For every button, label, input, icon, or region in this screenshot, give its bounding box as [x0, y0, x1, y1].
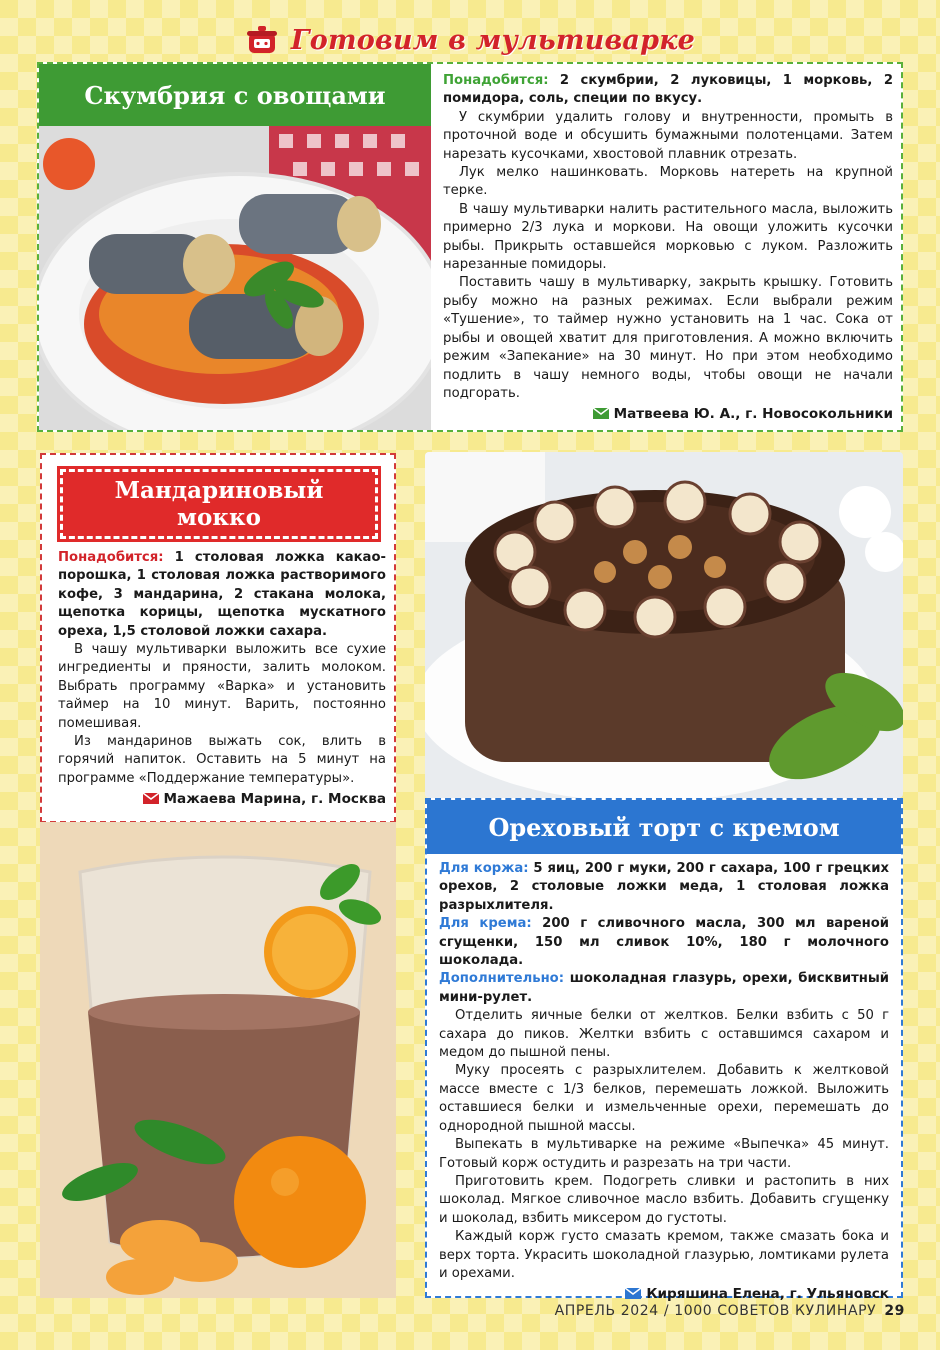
envelope-icon [593, 408, 609, 419]
step-4: Приготовить крем. Подогреть сливки и растопить в них шоколад. Мягкое сливочное масло взбить. Добавить сгущенку и шоколад, взбить миксером до густоты. [439, 1173, 889, 1226]
multicooker-icon [245, 24, 279, 56]
cake-photo [425, 452, 903, 798]
page-title: Готовим в мультиварке [290, 24, 696, 56]
author: Матвеева Ю. А., г. Новосокольники [443, 405, 893, 423]
step-1: Отделить яичные белки от желтков. Белки взбить с 50 г сахара до пиков. Желтки взбить с оставшимся сахаром и медом до пышной пены. [439, 1008, 889, 1061]
step-5: Каждый корж густо смазать кремом, также смазать бока и верх торта. Украсить шоколадной глазурью, ломтиками рулета и орехами. [439, 1229, 889, 1281]
magazine-issue: АПРЕЛЬ 2024 / 1000 СОВЕТОВ КУЛИНАРУ [554, 1303, 877, 1319]
ingredients-extra: Дополнительно: шоколадная глазурь, орехи, бисквитный мини-рулет. [439, 971, 889, 1005]
envelope-icon [625, 1288, 641, 1299]
recipe-mocha-text [58, 549, 386, 809]
recipe-cake-text [439, 860, 889, 1304]
author: Киряшина Елена, г. Ульяновск [439, 1285, 889, 1303]
step-4: Поставить чашу в мультиварку, закрыть крышку. Готовить рыбу можно на разных режимах. Если выбрали режим «Тушение», то таймер нужно установить на 1 час. Сока от рыбы и овощей хватит для приготовления. А можно включить режим «Запекание» на 30 минут. Но при этом необходимо подлить в чашу немного воды, чтобы овощи не начали подгорать. [443, 275, 893, 401]
recipe-cake-title: Ореховый торт с кремом [427, 800, 901, 854]
recipe-mackerel-text [443, 72, 893, 424]
mocha-photo [40, 822, 396, 1298]
recipe-mocha-panel [40, 453, 396, 823]
step-3: В чашу мультиварки налить растительного масла, выложить примерно 2/3 лука и моркови. На овощи уложить кусочки рыбы. Прикрыть оставшейся морковью с луком. Разложить нарезанные помидоры. [443, 201, 893, 273]
page-number: 29 [884, 1303, 905, 1319]
recipe-mackerel-panel [37, 62, 903, 432]
recipe-mocha-title: Мандариновый мокко [60, 469, 378, 539]
step-2: Из мандаринов выжать сок, влить в горячий напиток. Оставить на 5 минут на программе «Поддержание температуры». [58, 734, 386, 786]
ingredients-base: Для коржа: 5 яиц, 200 г муки, 200 г сахара, 100 г грецких орехов, 2 столовые ложки меда, 1 столовая ложка разрыхлителя. [439, 861, 889, 913]
page-header [0, 16, 940, 64]
recipe-cake-panel [425, 798, 903, 1303]
step-2: Лук мелко нашинковать. Морковь натереть на крупной терке. [443, 165, 893, 199]
recipe-mackerel-title: Скумбрия с овощами [39, 64, 431, 126]
step-3: Выпекать в мультиварке на режиме «Выпечка» 45 минут. Готовый корж остудить и разрезать на три части. [439, 1137, 889, 1171]
ingredients: Понадобится: 2 скумбрии, 2 луковицы, 1 морковь, 2 помидора, соль, специи по вкусу. [443, 73, 893, 107]
step-1: В чашу мультиварки выложить все сухие ингредиенты и пряности, залить молоком. Выбрать программу «Варка» и установить таймер на 10 минут. Варить, постоянно помешивая. [58, 642, 386, 731]
page-footer [0, 1303, 905, 1319]
envelope-icon [143, 793, 159, 804]
ingredients-cream: Для крема: 200 г сливочного масла, 300 мл вареной сгущенки, 150 мл сливок 10%, 180 г молочного шоколада. [439, 916, 890, 969]
step-1: У скумбрии удалить голову и внутренности, промыть в проточной воде и обсушить бумажными полотенцами. Затем нарезать кусочками, хвостовой плавник отрезать. [443, 109, 893, 162]
step-2: Муку просеять с разрыхлителем. Добавить к желтковой массе вместе с 1/3 белков, перемешать ложкой. Выложить оставшиеся белки и измельченные орехи, перемешать до однородной пышной массы. [439, 1063, 889, 1134]
ingredients: Понадобится: 1 столовая ложка какао-порошка, 1 столовая ложка растворимого кофе, 3 мандарина, 2 стакана молока, щепотка корицы, щепотка мускатного ореха, 1,5 столовой ложки сахара. [58, 550, 386, 639]
author: Мажаева Марина, г. Москва [58, 790, 386, 808]
